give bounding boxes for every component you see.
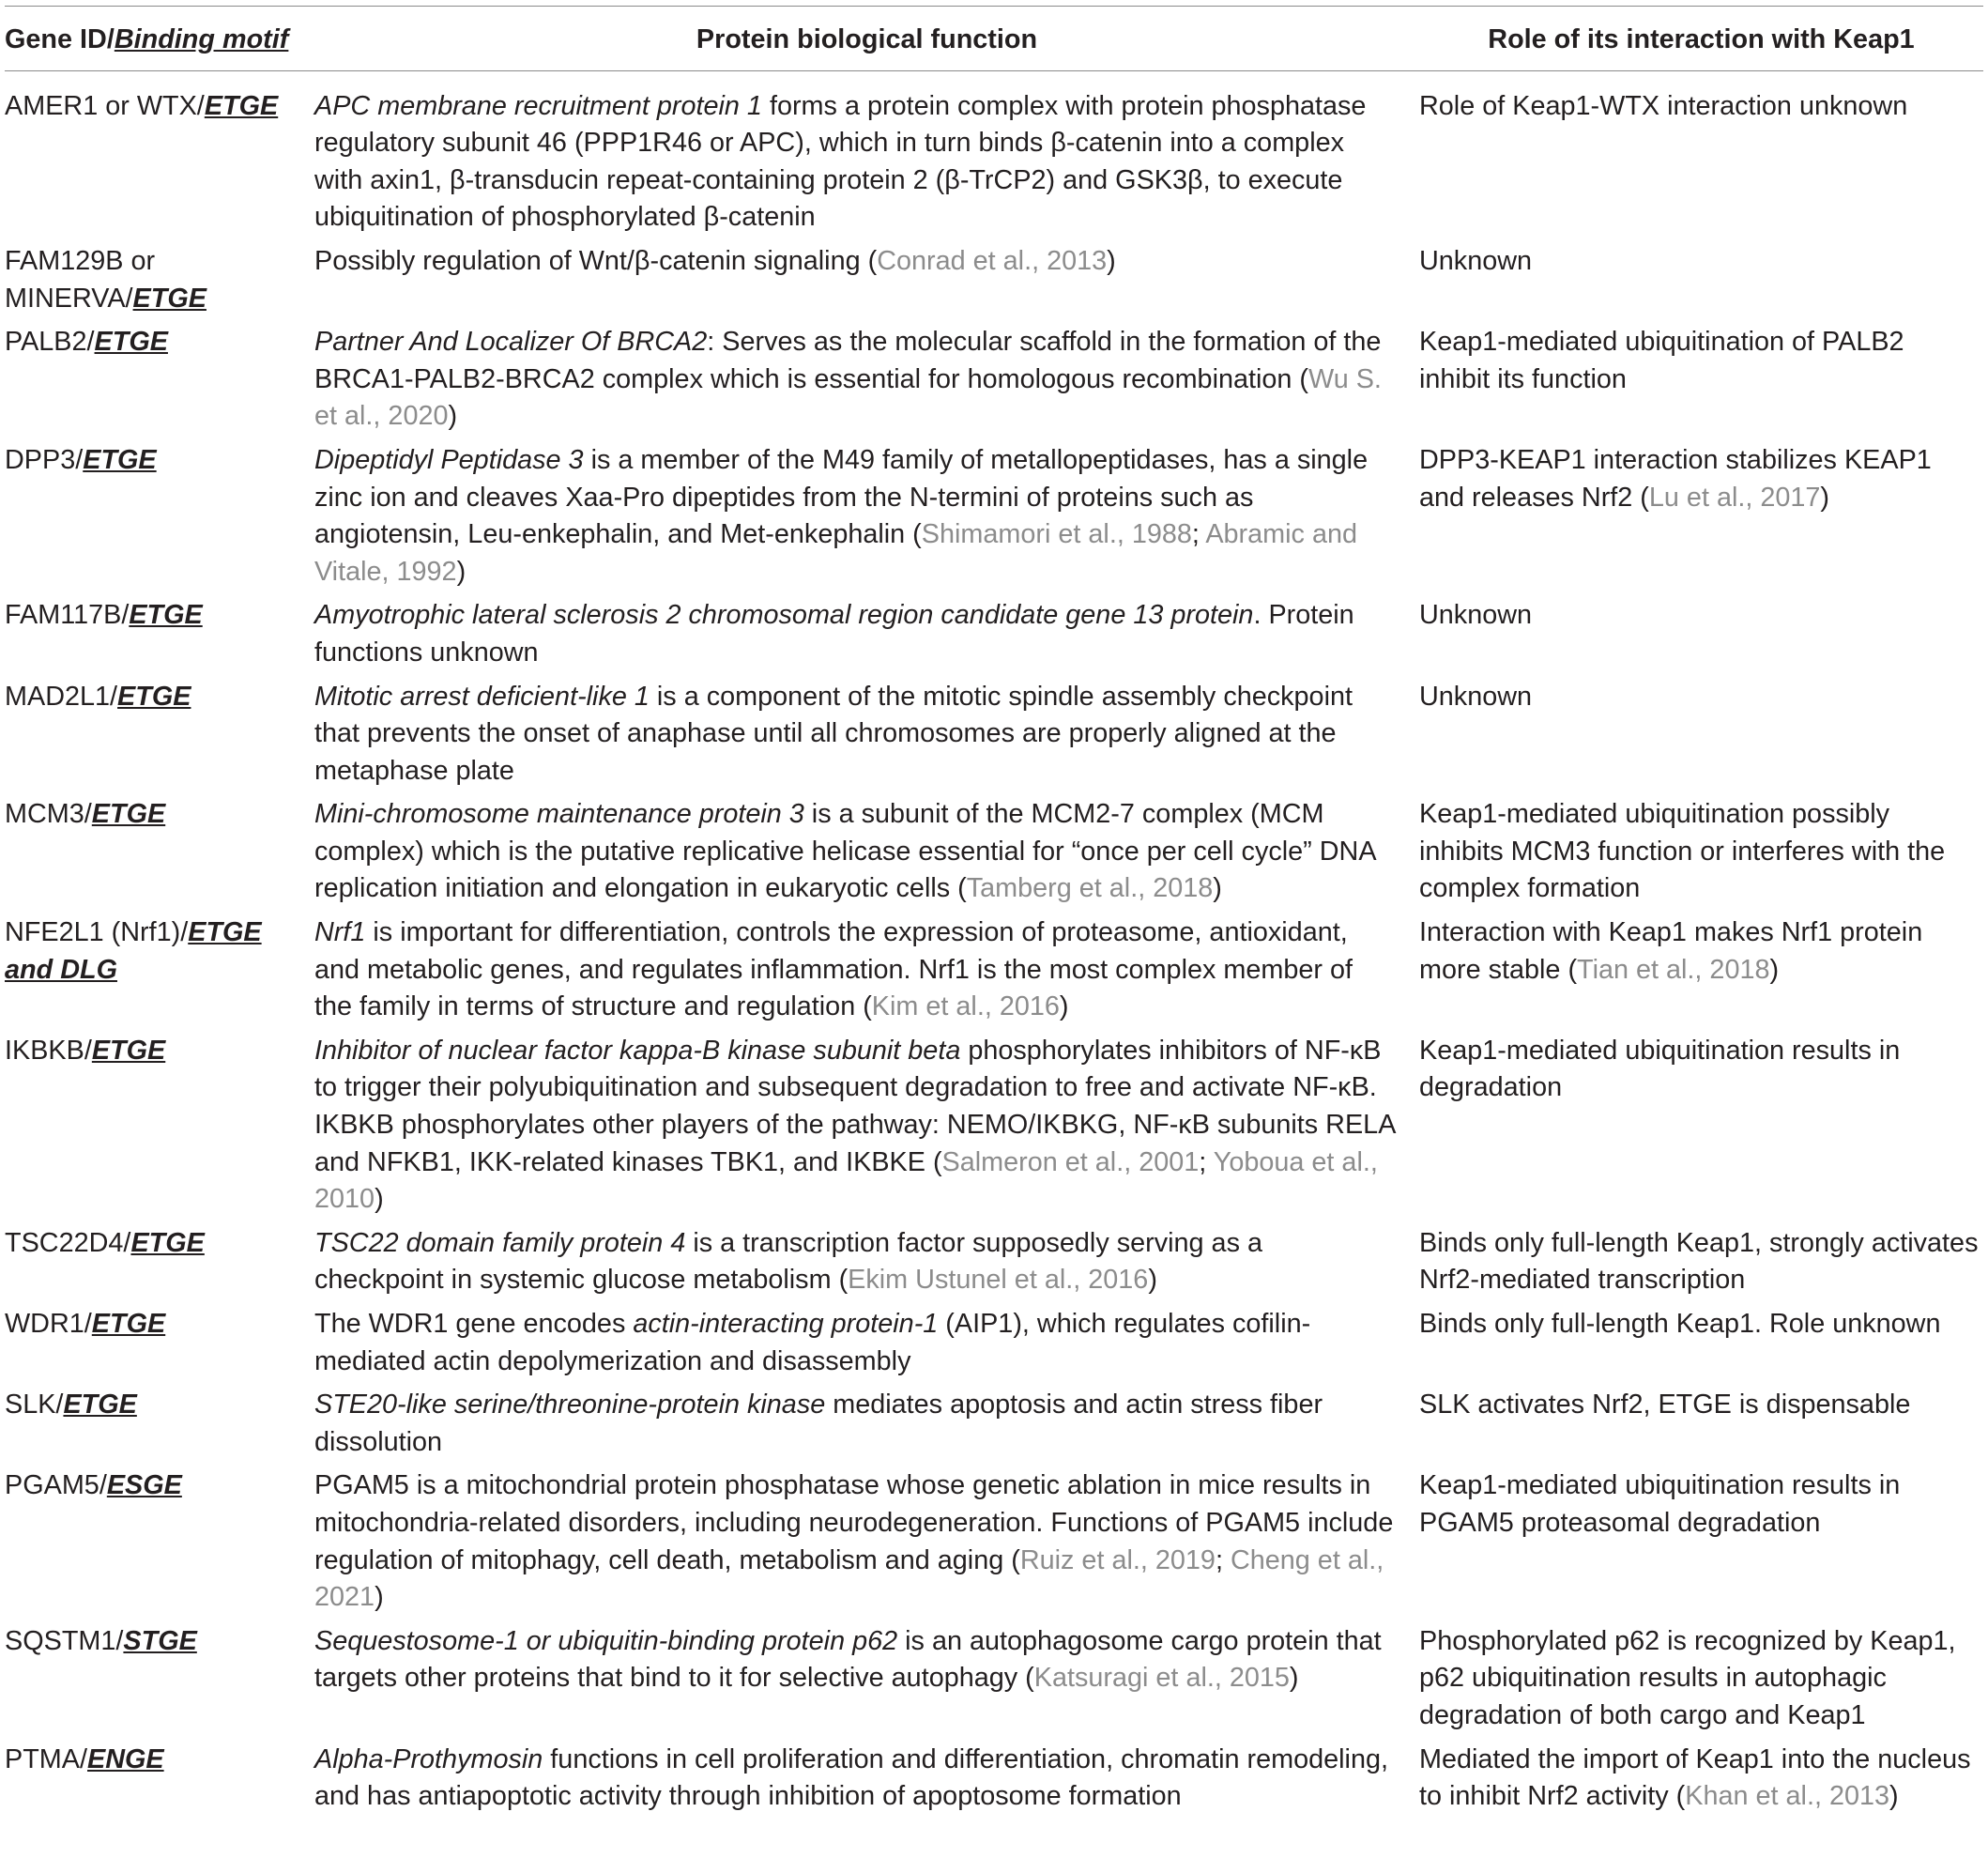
text-segment: Keap1-mediated ubiquitination of PALB2 inhibit its function [1419, 327, 1904, 394]
gene-id-cell [5, 70, 314, 240]
text-segment: is an autophagosome cargo protein that targets other proteins that bind to it for selective autophagy ( [314, 1625, 1382, 1694]
gene-id-cell [5, 676, 314, 794]
protein-function-cell [314, 1222, 1419, 1303]
text-segment: ) [1769, 954, 1780, 985]
citation-link[interactable]: Shimamori et al., 1988 [921, 519, 1192, 550]
protein-function-cell [314, 321, 1419, 439]
italic-text: Alpha-Prothymosin [314, 1743, 543, 1774]
text-segment: ) [1820, 482, 1830, 513]
italic-text: Mini-chromosome maintenance protein 3 [314, 799, 804, 830]
gene-id-cell [5, 1465, 314, 1620]
text-segment: Unknown [1419, 600, 1533, 631]
text-segment: ) [1148, 1265, 1157, 1296]
gene-id: SQSTM1/ [5, 1625, 124, 1656]
gene-id: AMER1 or WTX/ [5, 90, 205, 121]
keap1-role-cell [1419, 1303, 1983, 1384]
text-segment: Keap1-mediated ubiquitination results in PGAM5 proteasomal degradation [1419, 1470, 1901, 1538]
text-segment: Role of Keap1-WTX interaction unknown [1419, 90, 1908, 121]
binding-motif: ETGE [91, 1309, 166, 1339]
citation-link[interactable]: Tamberg et al., 2018 [966, 873, 1214, 904]
italic-text: Nrf1 [314, 917, 366, 948]
table-row [5, 1030, 1983, 1222]
citation-link[interactable]: Abramic and Vitale, 1992 [314, 519, 1357, 587]
gene-id: NFE2L1 (Nrf1)/ [5, 917, 189, 948]
text-segment: (AIP1), which regulates cofilin-mediated actin depolymerization and disassembly [314, 1309, 1311, 1376]
gene-id-cell [5, 1384, 314, 1465]
gene-id-cell [5, 793, 314, 912]
gene-id-cell [5, 1620, 314, 1739]
table-row [5, 1303, 1983, 1384]
gene-id-cell [5, 1739, 314, 1820]
text-segment: functions in cell proliferation and differentiation, chromatin remodeling, and has antiapoptotic activity through inhibition of apoptosome formation [314, 1743, 1388, 1812]
protein-function-cell [314, 1384, 1419, 1465]
italic-text: STE20-like serine/threonine-protein kinase [314, 1390, 826, 1420]
binding-motif: STGE [123, 1625, 197, 1656]
text-segment: : Serves as the molecular scaffold in the formation of the BRCA1-PALB2-BRCA2 complex which is essential for homologous recombination ( [314, 327, 1382, 394]
citation-link[interactable]: Wu S. et al., 2020 [314, 363, 1382, 432]
keap1-role-cell [1419, 594, 1983, 675]
text-segment: . Protein functions unknown [314, 600, 1354, 668]
text-segment: DPP3-KEAP1 interaction stabilizes KEAP1 and releases Nrf2 ( [1419, 444, 1932, 513]
text-segment: Possibly regulation of Wnt/β-catenin signaling ( [314, 245, 878, 276]
protein-function-cell [314, 70, 1419, 240]
table-row [5, 1620, 1983, 1739]
protein-function-cell [314, 1030, 1419, 1222]
text-segment: Mediated the import of Keap1 into the nucleus to inhibit Nrf2 activity ( [1419, 1743, 1971, 1812]
table-row [5, 1465, 1983, 1620]
protein-function-cell [314, 240, 1419, 321]
keap1-interactors-table [5, 6, 1983, 1820]
table-row [5, 321, 1983, 439]
text-segment: Unknown [1419, 681, 1533, 712]
italic-text: actin-interacting protein-1 [633, 1309, 939, 1339]
text-segment: ) [375, 1184, 384, 1215]
text-segment: Binds only full-length Keap1. Role unknown [1419, 1309, 1941, 1339]
header-gene-id [5, 7, 314, 71]
citation-link[interactable]: Katsuragi et al., 2015 [1033, 1663, 1290, 1694]
table-row [5, 439, 1983, 594]
italic-text: Inhibitor of nuclear factor kappa-B kinase subunit beta [314, 1035, 961, 1066]
gene-id: PGAM5/ [5, 1470, 107, 1501]
gene-id: WDR1/ [5, 1309, 92, 1339]
keap1-role-cell [1419, 1384, 1983, 1465]
text-segment: Binds only full-length Keap1, strongly activates Nrf2-mediated transcription [1419, 1227, 1979, 1296]
binding-motif: ETGE [83, 444, 157, 475]
header-protein-function: Protein biological function [314, 7, 1419, 71]
gene-id: DPP3/ [5, 444, 84, 475]
binding-motif: ETGE and DLG [5, 917, 262, 985]
gene-id: IKBKB/ [5, 1035, 92, 1066]
protein-function-cell [314, 793, 1419, 912]
table-row [5, 1739, 1983, 1820]
binding-motif: ETGE [91, 1035, 166, 1066]
citation-link[interactable]: Ekim Ustunel et al., 2016 [848, 1265, 1149, 1296]
gene-id: PTMA/ [5, 1743, 87, 1774]
table-header [5, 7, 1983, 71]
text-segment: Interaction with Keap1 makes Nrf1 protein more stable ( [1419, 917, 1923, 985]
protein-function-cell [314, 1303, 1419, 1384]
protein-function-cell [314, 1465, 1419, 1620]
keap1-role-cell [1419, 1739, 1983, 1820]
text-segment: Keap1-mediated ubiquitination possibly inhibits MCM3 function or interferes with the complex formation [1419, 799, 1946, 904]
text-segment: ) [1107, 245, 1116, 276]
binding-motif: ETGE [117, 681, 191, 712]
binding-motif: ETGE [91, 799, 166, 830]
keap1-role-cell [1419, 676, 1983, 794]
text-segment: is a component of the mitotic spindle assembly checkpoint that prevents the onset of anaphase until all chromosomes are properly aligned at the metaphase plate [314, 681, 1353, 786]
text-segment: is a member of the M49 family of metallopeptidases, has a single zinc ion and cleaves Xaa-Pro dipeptides from the N-termini of proteins such as angiotensin, Leu-enkephalin, and Met-enkephalin ( [314, 444, 1369, 550]
protein-function-cell [314, 1739, 1419, 1820]
text-segment: forms a protein complex with protein phosphatase regulatory subunit 46 (PPP1R46 or APC), which in turn binds β-catenin into a complex with axin1, β-transducin repeat-containing protein 2 (β-TrCP2) and GSK3β, to execute ubiquitination of phosphorylated β-catenin [314, 90, 1367, 233]
citation-link[interactable]: Tian et al., 2018 [1577, 954, 1770, 985]
text-segment: Unknown [1419, 245, 1533, 276]
text-segment: ; [1191, 519, 1206, 550]
gene-id-cell [5, 1030, 314, 1222]
header-gene-prefix: Gene ID/ [5, 24, 115, 54]
binding-motif: ETGE [204, 90, 279, 121]
binding-motif: ESGE [106, 1470, 182, 1501]
gene-id-cell [5, 1303, 314, 1384]
gene-id-cell [5, 594, 314, 675]
table-row [5, 912, 1983, 1030]
gene-id: PALB2/ [5, 327, 95, 358]
protein-function-cell [314, 439, 1419, 594]
gene-id: SLK/ [5, 1390, 64, 1420]
table-row [5, 676, 1983, 794]
gene-id-cell [5, 1222, 314, 1303]
header-binding-motif: Binding motif [114, 24, 289, 54]
protein-function-cell [314, 594, 1419, 675]
binding-motif: ENGE [87, 1743, 164, 1774]
binding-motif: ETGE [132, 283, 206, 314]
italic-text: TSC22 domain family protein 4 [314, 1227, 686, 1258]
gene-id: MAD2L1/ [5, 681, 118, 712]
text-segment: is important for differentiation, controls the expression of proteasome, antioxidant, and metabolic genes, and regulates inflammation. Nrf1 is the most complex member of the family in terms of structure and regulation ( [314, 917, 1353, 1022]
keap1-role-cell [1419, 1030, 1983, 1222]
binding-motif: ETGE [94, 327, 168, 358]
gene-id: TSC22D4/ [5, 1227, 131, 1258]
citation-link[interactable]: Yoboua et al., 2010 [314, 1146, 1378, 1215]
keap1-role-cell [1419, 439, 1983, 594]
gene-id: FAM129B or MINERVA/ [5, 245, 156, 314]
italic-text: Dipeptidyl Peptidase 3 [314, 444, 584, 475]
text-segment: ) [1289, 1663, 1299, 1694]
italic-text: Partner And Localizer Of BRCA2 [314, 327, 708, 358]
citation-link[interactable]: Ruiz et al., 2019 [1019, 1544, 1216, 1575]
keap1-role-cell [1419, 912, 1983, 1030]
protein-function-cell [314, 1620, 1419, 1739]
keap1-role-cell [1419, 240, 1983, 321]
table-body [5, 70, 1983, 1820]
table-row [5, 594, 1983, 675]
text-segment: ) [375, 1582, 384, 1613]
table-row [5, 70, 1983, 240]
gene-id-cell [5, 321, 314, 439]
citation-link[interactable]: Cheng et al., 2021 [314, 1544, 1384, 1613]
italic-text: Sequestosome-1 or ubiquitin-binding protein p62 [314, 1625, 898, 1656]
text-segment: ) [1889, 1781, 1899, 1812]
binding-motif: ETGE [129, 600, 203, 631]
text-segment: mediates apoptosis and actin stress fiber dissolution [314, 1390, 1323, 1457]
gene-id-cell [5, 912, 314, 1030]
text-segment: is a subunit of the MCM2-7 complex (MCM complex) which is the putative replicative helicase essential for “once per cell cycle” DNA replication initiation and elongation in eukaryotic cells ( [314, 799, 1375, 904]
text-segment: ) [448, 401, 458, 432]
keap1-role-cell [1419, 1620, 1983, 1739]
gene-id-cell [5, 240, 314, 321]
header-keap1-role: Role of its interaction with Keap1 [1419, 7, 1983, 71]
italic-text: Amyotrophic lateral sclerosis 2 chromosomal region candidate gene 13 protein [314, 600, 1254, 631]
keap1-role-cell [1419, 1465, 1983, 1620]
text-segment: ) [1213, 873, 1222, 904]
text-segment: ) [1059, 991, 1069, 1022]
text-segment: ) [456, 556, 466, 587]
binding-motif: ETGE [63, 1390, 137, 1420]
gene-id-cell [5, 439, 314, 594]
header-row [5, 7, 1983, 71]
text-segment: ; [1215, 1544, 1231, 1575]
gene-id: FAM117B/ [5, 600, 130, 631]
citation-link[interactable]: Salmeron et al., 2001 [941, 1146, 1200, 1177]
text-segment: Keap1-mediated ubiquitination results in degradation [1419, 1035, 1901, 1103]
keap1-role-cell [1419, 1222, 1983, 1303]
text-segment: is a transcription factor supposedly serving as a checkpoint in systemic glucose metabolism ( [314, 1227, 1262, 1296]
text-segment: ; [1199, 1146, 1214, 1177]
text-segment: Phosphorylated p62 is recognized by Keap1, p62 ubiquitination results in autophagic degradation of both cargo and Keap1 [1419, 1625, 1956, 1730]
italic-text: Mitotic arrest deficient-like 1 [314, 681, 650, 712]
table-row [5, 1222, 1983, 1303]
gene-id: MCM3/ [5, 799, 92, 830]
text-segment: phosphorylates inhibitors of NF-κB to trigger their polyubiquitination and subsequent degradation to free and activate NF-κB. IKBKB phosphorylates other players of the pathway: NEMO/IKBKG, NF-κB subunits RELA and NFKB1, IKK-related kinases TBK1, and IKBKE ( [314, 1035, 1395, 1177]
citation-link[interactable]: Kim et al., 2016 [871, 991, 1060, 1022]
table-row [5, 240, 1983, 321]
citation-link[interactable]: Khan et al., 2013 [1685, 1781, 1890, 1812]
text-segment: The WDR1 gene encodes [314, 1309, 634, 1339]
protein-function-cell [314, 912, 1419, 1030]
binding-motif: ETGE [130, 1227, 205, 1258]
citation-link[interactable]: Lu et al., 2017 [1648, 482, 1821, 513]
text-segment: PGAM5 is a mitochondrial protein phosphatase whose genetic ablation in mice results in mitochondria-related disorders, including neurodegeneration. Functions of PGAM5 include regulation of mitophagy, cell death, metabolism and aging ( [314, 1470, 1394, 1575]
citation-link[interactable]: Conrad et al., 2013 [877, 245, 1108, 276]
keap1-role-cell [1419, 70, 1983, 240]
keap1-role-cell [1419, 793, 1983, 912]
table-row [5, 1384, 1983, 1465]
table-row [5, 793, 1983, 912]
italic-text: APC membrane recruitment protein 1 [314, 90, 762, 121]
keap1-role-cell [1419, 321, 1983, 439]
protein-function-cell [314, 676, 1419, 794]
text-segment: SLK activates Nrf2, ETGE is dispensable [1419, 1390, 1911, 1420]
